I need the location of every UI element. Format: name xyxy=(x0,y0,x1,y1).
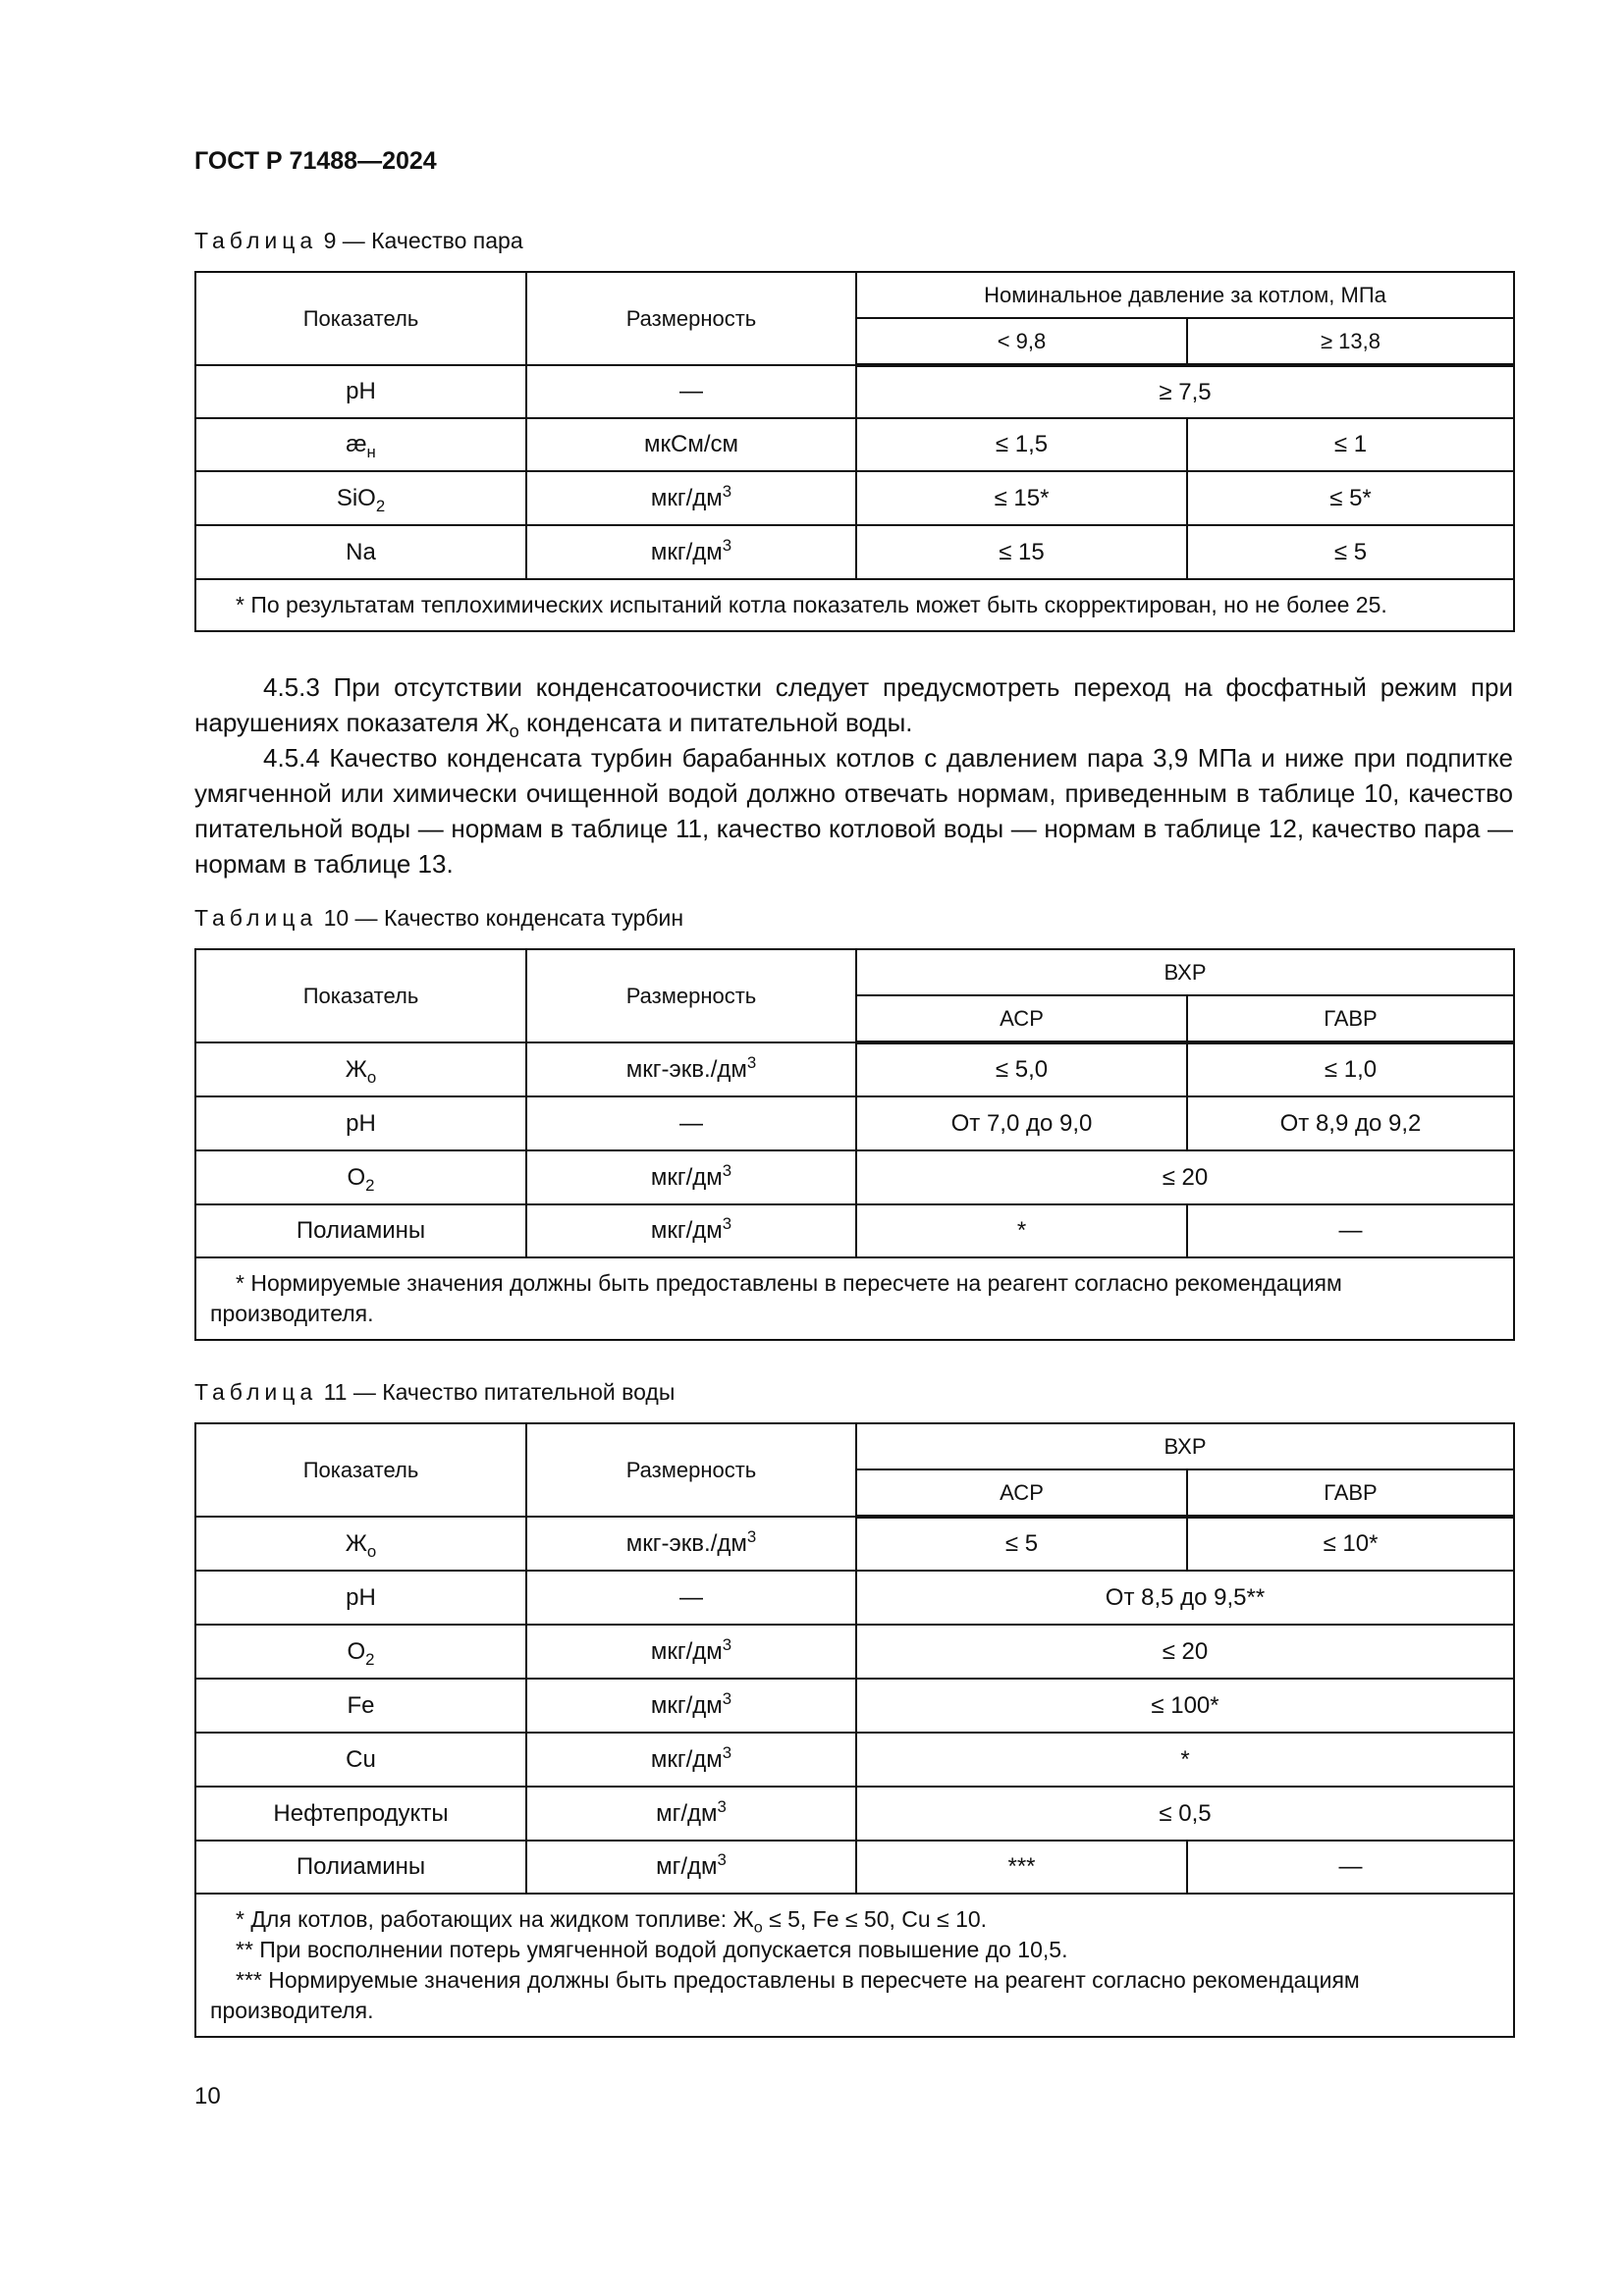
row-unit: мкСм/см xyxy=(526,418,856,471)
row-name: Cu xyxy=(195,1733,526,1787)
table11 xyxy=(194,1422,1515,2038)
row-unit: — xyxy=(526,365,856,418)
row-name: pH xyxy=(195,1571,526,1625)
table9-caption-label: Таблица xyxy=(194,228,318,253)
table11-footnote-3: *** Нормируемые значения должны быть предоставлены в пересчете на реагент согласно рекомендациям производителя. xyxy=(210,1967,1360,2023)
table10-header-indicator: Показатель xyxy=(195,949,526,1042)
row-value: ≤ 1,5 xyxy=(856,418,1187,471)
row-value: * xyxy=(856,1204,1187,1257)
row-value: *** xyxy=(856,1841,1187,1894)
table-row xyxy=(195,1625,1514,1679)
table-row xyxy=(195,1042,1514,1096)
table10-header-unit: Размерность xyxy=(526,949,856,1042)
row-value: ≤ 15* xyxy=(856,471,1187,525)
table-row xyxy=(195,1787,1514,1841)
table10-header-gavr: ГАВР xyxy=(1187,995,1514,1042)
body-text xyxy=(194,669,1513,881)
table-row xyxy=(195,1096,1514,1150)
row-unit: $мг/дм^3$ xyxy=(526,1841,856,1894)
table11-footnote-2: ** При восполнении потерь умягченной водой допускается повышение до 10,5. xyxy=(236,1937,1068,1962)
table11-footnote-1: * Для котлов, работающих на жидком топливе: $Ж_о \le 5$, Fe ≤ 50, Cu ≤ 10. xyxy=(236,1906,988,1937)
table-row xyxy=(195,1150,1514,1204)
table-row xyxy=(195,1841,1514,1894)
row-value: — xyxy=(1187,1204,1514,1257)
row-unit: мкг/$дм^3$ xyxy=(526,1204,856,1257)
table-row xyxy=(195,1517,1514,1571)
table11-caption xyxy=(194,1379,675,1406)
document-header: ГОСТ Р 71488—2024 xyxy=(194,147,437,175)
table11-caption-text: 11 — Качество питательной воды xyxy=(323,1379,676,1405)
row-value: ≥ 7,5 xyxy=(856,365,1514,418)
row-name: Na xyxy=(195,525,526,579)
row-value: * xyxy=(856,1733,1514,1787)
row-unit: мкг/$дм^3$ xyxy=(526,1679,856,1733)
table-row xyxy=(195,1679,1514,1733)
row-value: ≤ 20 xyxy=(856,1625,1514,1679)
row-value: — xyxy=(1187,1841,1514,1894)
table11-header-asr: АСР xyxy=(856,1469,1187,1517)
row-value: ≤ 5 xyxy=(1187,525,1514,579)
row-value: От 7,0 до 9,0 xyxy=(856,1096,1187,1150)
table-row xyxy=(195,1571,1514,1625)
table10-header-regime: ВХР xyxy=(856,949,1514,995)
row-value: От 8,9 до 9,2 xyxy=(1187,1096,1514,1150)
paragraph-4-5-3: 4.5.3 При отсутствии конденсатоочистки следует предусмотреть переход на фосфатный режим при нарушениях показателя $Ж_о$ конденсата и питательной воды. xyxy=(194,672,1513,742)
table11-header-regime: ВХР xyxy=(856,1423,1514,1469)
row-value: ≤ 10* xyxy=(1187,1517,1514,1571)
table11-header-gavr: ГАВР xyxy=(1187,1469,1514,1517)
row-name: Полиамины xyxy=(195,1204,526,1257)
row-name: pH xyxy=(195,365,526,418)
row-value: ≤ 100* xyxy=(856,1679,1514,1733)
table9-header-low-pressure: < 9,8 xyxy=(856,318,1187,365)
row-value: ≤ 1 xyxy=(1187,418,1514,471)
row-name: $O_2$ xyxy=(195,1150,526,1204)
row-unit: мкг/$дм^3$ xyxy=(526,1733,856,1787)
row-name: SiO$_2$ xyxy=(195,471,526,525)
row-unit: мкг/$дм^3$ xyxy=(526,1625,856,1679)
row-name: pH xyxy=(195,1096,526,1150)
table10-caption-label: Таблица xyxy=(194,905,318,931)
row-unit: мкг/$дм^3$ xyxy=(526,1150,856,1204)
row-value: ≤ 5* xyxy=(1187,471,1514,525)
table11-caption-label: Таблица xyxy=(194,1379,318,1405)
row-value: ≤ 1,0 xyxy=(1187,1042,1514,1096)
table9-header-unit: Размерность xyxy=(526,272,856,365)
row-unit: $мг/дм^3$ xyxy=(526,1787,856,1841)
row-value: ≤ 20 xyxy=(856,1150,1514,1204)
row-unit: мкг-$экв./дм^3$ xyxy=(526,1042,856,1096)
row-value: ≤ 0,5 xyxy=(856,1787,1514,1841)
row-name: Полиамины xyxy=(195,1841,526,1894)
table10-footnote: * Нормируемые значения должны быть предоставлены в пересчете на реагент согласно рекомендациям производителя. xyxy=(195,1257,1514,1340)
table-row xyxy=(195,1204,1514,1257)
table-row xyxy=(195,418,1514,471)
table10-header-asr: АСР xyxy=(856,995,1187,1042)
table10-caption xyxy=(194,905,683,932)
row-name: $O_2$ xyxy=(195,1625,526,1679)
table9 xyxy=(194,271,1515,632)
table9-header-high-pressure: ≥ 13,8 xyxy=(1187,318,1514,365)
row-name: $æ_н$ xyxy=(195,418,526,471)
row-value: От 8,5 до 9,5** xyxy=(856,1571,1514,1625)
row-value: ≤ 5,0 xyxy=(856,1042,1187,1096)
row-name: $Ж_о$ xyxy=(195,1517,526,1571)
row-unit: мкг/$дм^3$ xyxy=(526,471,856,525)
row-unit: — xyxy=(526,1571,856,1625)
row-unit: мкг/$дм^3$ xyxy=(526,525,856,579)
table11-header-unit: Размерность xyxy=(526,1423,856,1517)
table-row xyxy=(195,525,1514,579)
row-name: Fe xyxy=(195,1679,526,1733)
row-name: $Ж_о$ xyxy=(195,1042,526,1096)
table9-caption-text: 9 — Качество пара xyxy=(323,228,523,253)
table9-caption xyxy=(194,228,523,254)
table9-footnote: * По результатам теплохимических испытаний котла показатель может быть скорректирован, но не более 25. xyxy=(195,579,1514,631)
row-name: Нефтепродукты xyxy=(195,1787,526,1841)
table-row xyxy=(195,471,1514,525)
row-unit: — xyxy=(526,1096,856,1150)
table10 xyxy=(194,948,1515,1341)
table11-header-indicator: Показатель xyxy=(195,1423,526,1517)
page-number: 10 xyxy=(194,2083,221,2109)
table-row xyxy=(195,1733,1514,1787)
row-value: ≤ 5 xyxy=(856,1517,1187,1571)
table11-footnotes xyxy=(195,1894,1514,2037)
paragraph-4-5-4: 4.5.4 Качество конденсата турбин барабанных котлов с давлением пара 3,9 МПа и ниже при подпитке умягченной или химически очищенной водой должно отвечать нормам, приведенным в таблице 10, качество питательной воды — нормам в таблице 11, качество котловой воды — нормам в таблице 12, качество пара — нормам в таблице 13. xyxy=(194,743,1513,879)
row-value: ≤ 15 xyxy=(856,525,1187,579)
table9-header-pressure: Номинальное давление за котлом, МПа xyxy=(856,272,1514,318)
table10-caption-text: 10 — Качество конденсата турбин xyxy=(323,905,684,931)
row-unit: мкг-$экв./дм^3$ xyxy=(526,1517,856,1571)
table-row xyxy=(195,365,1514,418)
table9-header-indicator: Показатель xyxy=(195,272,526,365)
